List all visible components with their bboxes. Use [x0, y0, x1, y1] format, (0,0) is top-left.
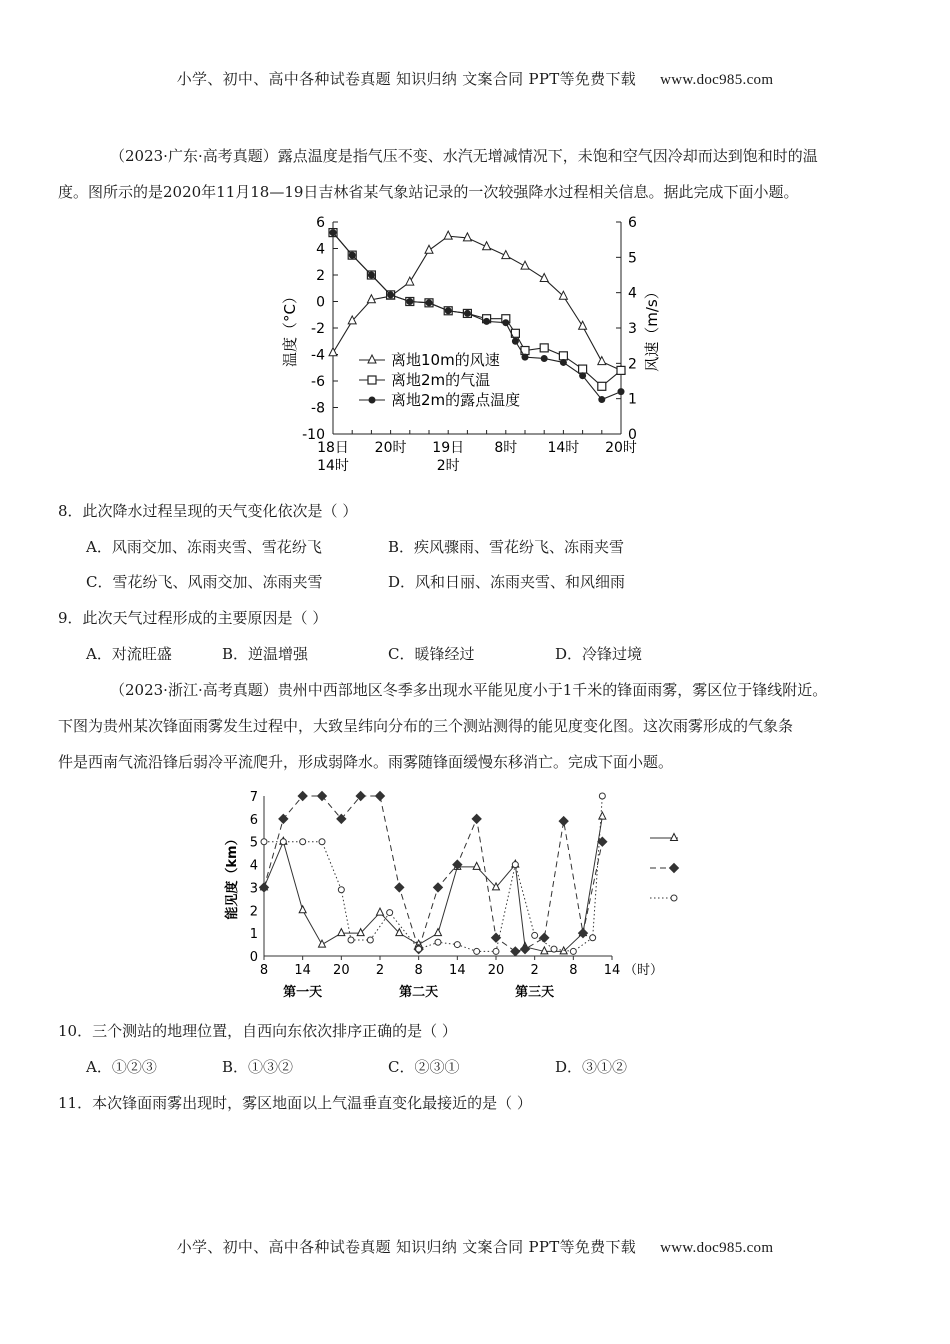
data-point	[368, 272, 375, 279]
data-point	[300, 839, 306, 845]
q9-option-b[interactable]: B．逆温增强	[222, 645, 309, 663]
visibility-chart	[222, 786, 682, 1006]
x-tick-label: 19日	[432, 440, 465, 456]
data-point	[280, 839, 286, 845]
legend-marker	[369, 397, 376, 404]
data-point	[349, 252, 356, 259]
data-point	[299, 906, 306, 913]
intro2-line3: 件是西南气流沿锋后弱冷平流爬升，形成弱降水。雨雾随锋面缓慢东移消亡。完成下面小题。	[58, 753, 674, 771]
data-point	[338, 929, 345, 936]
y-tick-label: 3	[249, 881, 258, 897]
y2-axis-label: 风速（m/s）	[643, 284, 661, 372]
day-label: 第一天	[283, 985, 323, 1000]
x-tick-label: 8时	[494, 440, 518, 456]
x-tick-label: 20时	[605, 440, 637, 456]
data-point	[454, 942, 460, 948]
x-tick-label: 14	[603, 963, 621, 978]
x-tick-label: 20时	[374, 440, 407, 456]
y-axis-label: 能见度（km）	[225, 832, 240, 920]
footer-url[interactable]: www.doc985.com	[660, 1240, 774, 1256]
q10-stem: 10．三个测站的地理位置，自西向东依次排序正确的是（ ）	[58, 1022, 457, 1040]
y-tick-label: 0	[316, 294, 325, 311]
data-point	[435, 939, 441, 945]
data-point	[406, 298, 413, 305]
series-line	[264, 796, 602, 951]
data-point	[396, 929, 403, 936]
data-point	[540, 933, 549, 942]
data-point	[521, 945, 530, 954]
x-tick-label: 8	[569, 963, 578, 978]
data-point	[541, 355, 548, 362]
x-tick-label: 20	[333, 963, 350, 978]
x-tick-label-2: 2时	[436, 458, 460, 474]
legend-marker	[670, 864, 679, 873]
data-point	[618, 388, 625, 395]
q9-option-a[interactable]: A．对流旺盛	[86, 645, 172, 663]
data-point	[357, 929, 364, 936]
q8-option-b[interactable]: B．疾风骤雨、雪花纷飞、冻雨夹雪	[388, 538, 625, 556]
y-tick-label: 5	[249, 835, 258, 851]
data-point	[560, 359, 567, 366]
y2-tick-label: 6	[628, 215, 637, 231]
page-header	[0, 68, 950, 89]
day-label: 第二天	[399, 985, 439, 1000]
q8-option-a[interactable]: A．风雨交加、冻雨夹雪、雪花纷飞	[86, 538, 322, 556]
data-point	[376, 792, 385, 801]
data-point	[387, 910, 393, 916]
data-point	[319, 839, 325, 845]
data-point	[444, 231, 452, 239]
data-point	[426, 299, 433, 306]
y-tick-label: 4	[249, 858, 258, 874]
q9-option-c[interactable]: C．暖锋经过	[388, 645, 475, 663]
y-tick-label: 7	[249, 790, 258, 805]
data-point	[617, 366, 625, 374]
x-tick-label: 8	[414, 963, 423, 978]
data-point	[261, 839, 267, 845]
legend-marker	[671, 834, 678, 841]
data-point	[551, 946, 557, 952]
q11-stem: 11．本次锋面雨雾出现时，雾区地面以上气温垂直变化最接近的是（ ）	[58, 1094, 532, 1112]
data-point	[348, 937, 354, 943]
data-point	[338, 887, 344, 893]
y2-tick-label: 0	[628, 427, 637, 443]
data-point	[473, 862, 480, 869]
q8-option-c[interactable]: C．雪花纷飞、风雨交加、冻雨夹雪	[86, 573, 323, 591]
x-tick-label: 8	[259, 963, 269, 978]
weather-chart	[268, 212, 661, 482]
series-line	[264, 817, 602, 952]
data-point	[512, 338, 519, 345]
data-point	[559, 817, 568, 826]
x-tick-label: 2	[375, 963, 385, 978]
x-tick-label: 18日	[317, 440, 349, 456]
footer-text: 小学、初中、高中各种试卷真题 知识归纳 文案合同 PPT等免费下载	[176, 1238, 637, 1256]
data-point	[474, 948, 480, 954]
legend-label: 离地2m的气温	[391, 371, 491, 389]
x-tick-label-2: 14时	[317, 458, 349, 474]
data-point	[512, 862, 518, 868]
q8-stem: 8．此次降水过程呈现的天气变化依次是（ ）	[58, 502, 358, 520]
data-point	[387, 291, 394, 298]
q8-option-d[interactable]: D．风和日丽、冻雨夹雪、和风细雨	[388, 573, 626, 591]
data-point	[579, 365, 587, 373]
data-point	[330, 229, 337, 236]
legend-marker	[671, 895, 677, 901]
y-tick-label: -6	[311, 374, 325, 390]
x-unit-label: （时）	[624, 963, 664, 978]
header-url[interactable]: www.doc985.com	[660, 72, 774, 88]
q10-option-a[interactable]: A．①②③	[86, 1058, 157, 1076]
intro1-line2: 度。图所示的是2020年11月18—19日吉林省某气象站记录的一次较强降水过程相关信息。据此完成下面小题。	[58, 183, 799, 201]
intro1-line1: （2023·广东·高考真题）露点温度是指气压不变、水汽无增减情况下，未饱和空气因冷却而达到饱和时的温	[110, 147, 818, 165]
y-tick-label: 1	[249, 927, 258, 943]
data-point	[598, 396, 605, 403]
y2-tick-label: 4	[628, 285, 637, 302]
x-tick-label: 2	[530, 963, 539, 978]
y-tick-label: -10	[302, 427, 325, 443]
data-point	[472, 814, 481, 823]
data-point	[463, 233, 471, 241]
legend-label: 离地2m的露点温度	[391, 391, 521, 409]
q10-option-d[interactable]: D．③①②	[555, 1058, 628, 1076]
data-point	[599, 793, 605, 799]
data-point	[377, 908, 384, 915]
data-point	[435, 929, 442, 936]
y-tick-label: -4	[311, 347, 325, 364]
data-point	[493, 948, 499, 954]
page-footer	[0, 1236, 950, 1257]
data-point	[445, 307, 452, 314]
q10-option-c[interactable]: C．②③①	[388, 1058, 460, 1076]
data-point	[570, 948, 576, 954]
data-point	[532, 932, 538, 938]
legend-marker	[368, 355, 376, 363]
data-point	[502, 319, 509, 326]
data-point	[425, 245, 433, 253]
intro2-line1: （2023·浙江·高考真题）贵州中西部地区冬季多出现水平能见度小于1千米的锋面雨雾，雾区位于锋线附近。	[110, 681, 828, 699]
intro2-line2: 下图为贵州某次锋面雨雾发生过程中，大致呈纬向分布的三个测站测得的能见度变化图。这次雨雾形成的气象条	[58, 717, 794, 735]
y-tick-label: 6	[249, 812, 258, 828]
y-tick-label: 2	[249, 904, 258, 920]
data-point	[367, 937, 373, 943]
x-tick-label: 14时	[547, 440, 580, 456]
x-tick-label: 14	[294, 963, 311, 978]
data-point	[559, 352, 567, 360]
series-line	[264, 796, 602, 951]
x-tick-label: 14	[449, 963, 466, 978]
legend-label: 离地10m的风速	[391, 351, 500, 369]
data-point	[395, 883, 404, 892]
y-tick-label: 6	[316, 215, 325, 231]
data-point	[540, 344, 548, 352]
q10-option-b[interactable]: B．①③②	[222, 1058, 294, 1076]
y-tick-label: 0	[249, 950, 258, 965]
data-point	[434, 883, 443, 892]
header-text: 小学、初中、高中各种试卷真题 知识归纳 文案合同 PPT等免费下载	[176, 70, 637, 88]
y-tick-label: 2	[316, 268, 325, 284]
data-point	[298, 792, 307, 801]
y-tick-label: -8	[311, 400, 325, 417]
data-point	[511, 947, 520, 956]
y-axis-label: 温度（°C）	[281, 289, 299, 367]
data-point	[483, 318, 490, 325]
data-point	[590, 935, 596, 941]
data-point	[598, 357, 606, 365]
y2-tick-label: 1	[628, 391, 637, 408]
data-point	[260, 883, 269, 892]
legend-marker	[368, 376, 376, 384]
data-point	[599, 812, 606, 819]
data-point	[559, 291, 567, 299]
data-point	[540, 274, 548, 282]
q9-stem: 9．此次天气过程形成的主要原因是（ ）	[58, 609, 328, 627]
data-point	[492, 933, 501, 942]
data-point	[522, 354, 529, 361]
y-tick-label: 4	[316, 241, 325, 258]
y2-tick-label: 2	[628, 356, 637, 373]
day-label: 第三天	[515, 985, 555, 1000]
data-point	[598, 382, 606, 390]
data-point	[464, 310, 471, 317]
y2-tick-label: 5	[628, 250, 637, 267]
y2-tick-label: 3	[628, 321, 637, 337]
data-point	[579, 372, 586, 379]
y-tick-label: -2	[311, 321, 325, 337]
x-tick-label: 20	[487, 963, 505, 978]
q9-option-d[interactable]: D．冷锋过境	[555, 645, 643, 663]
data-point	[416, 946, 422, 952]
